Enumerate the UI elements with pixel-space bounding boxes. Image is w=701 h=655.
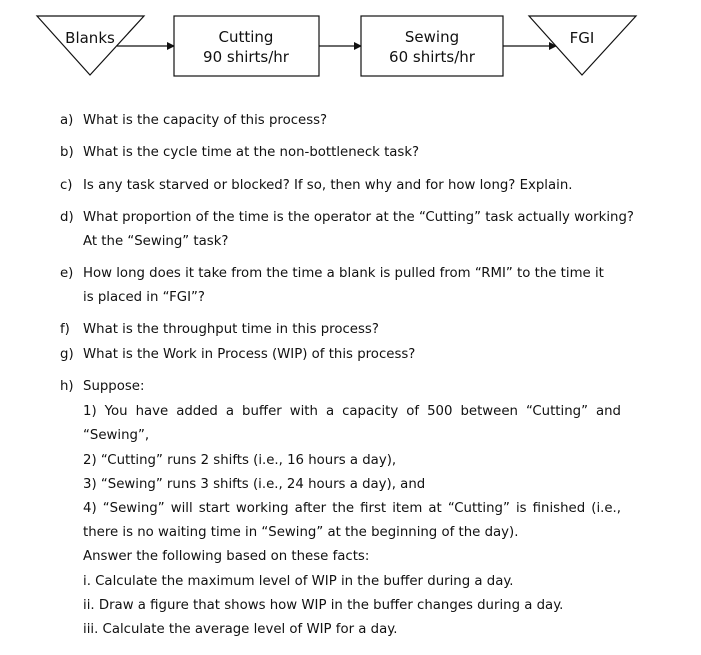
question-text: What proportion of the time is the operator at the “Cutting” task actually working?	[83, 210, 634, 225]
question-d-continuation: At the “Sewing” task?	[83, 234, 229, 249]
question-h-answer-intro: Answer the following based on these facts:	[83, 549, 370, 564]
question-h-item-2: 2) “Cutting” runs 2 shifts (i.e., 16 hours a day),	[83, 453, 397, 468]
question-h-item-1-continuation: “Sewing”,	[83, 428, 150, 443]
question-label: g)	[60, 347, 74, 362]
question-h-sub-ii: ii. Draw a figure that shows how WIP in the buffer changes during a day.	[83, 598, 564, 613]
question-text: What is the Work in Process (WIP) of this process?	[83, 347, 416, 362]
sewing-station-rate: 60 shirts/hr	[389, 48, 475, 66]
question-label: e)	[60, 266, 74, 281]
question-text: What is the throughput time in this process?	[83, 322, 379, 337]
question-h-item-3: 3) “Sewing” runs 3 shifts (i.e., 24 hours a day), and	[83, 477, 426, 492]
question-text: What is the capacity of this process?	[83, 113, 328, 128]
question-label: d)	[60, 210, 74, 225]
question-h-sub-i: i. Calculate the maximum level of WIP in the buffer during a day.	[83, 574, 514, 589]
fgi-label: FGI	[569, 29, 595, 47]
question-h-item-4-text: 4) “Sewing” will start working after the first item at “Cutting” is finished (i.e.,	[83, 501, 621, 516]
process-flow-diagram	[0, 0, 701, 90]
question-text: How long does it take from the time a blank is pulled from “RMI” to the time it	[83, 266, 604, 281]
question-label: b)	[60, 145, 74, 160]
question-e-continuation: is placed in “FGI”?	[83, 290, 205, 305]
question-label: a)	[60, 113, 74, 128]
question-text: What is the cycle time at the non-bottleneck task?	[83, 145, 420, 160]
question-text: Is any task starved or blocked? If so, then why and for how long? Explain.	[83, 178, 573, 193]
question-h-item-4	[83, 501, 621, 517]
cutting-station-box	[174, 16, 319, 76]
rmi-label: Blanks	[65, 29, 115, 47]
question-label: h)	[60, 379, 74, 394]
sewing-station-name: Sewing	[404, 28, 460, 46]
question-h-item-1-text: 1) You have added a buffer with a capacity of 500 between “Cutting” and	[83, 404, 621, 419]
question-h-sub-iii: iii. Calculate the average level of WIP for a day.	[83, 622, 398, 637]
question-text: Suppose:	[83, 379, 145, 394]
question-h-item-4-continuation: there is no waiting time in “Sewing” at the beginning of the day).	[83, 525, 519, 540]
question-h-item-1	[83, 404, 621, 420]
sewing-station-box	[361, 16, 503, 76]
question-label: c)	[60, 178, 73, 193]
question-label: f)	[60, 322, 70, 337]
cutting-station-name: Cutting	[218, 28, 274, 46]
cutting-station-rate: 90 shirts/hr	[203, 48, 289, 66]
